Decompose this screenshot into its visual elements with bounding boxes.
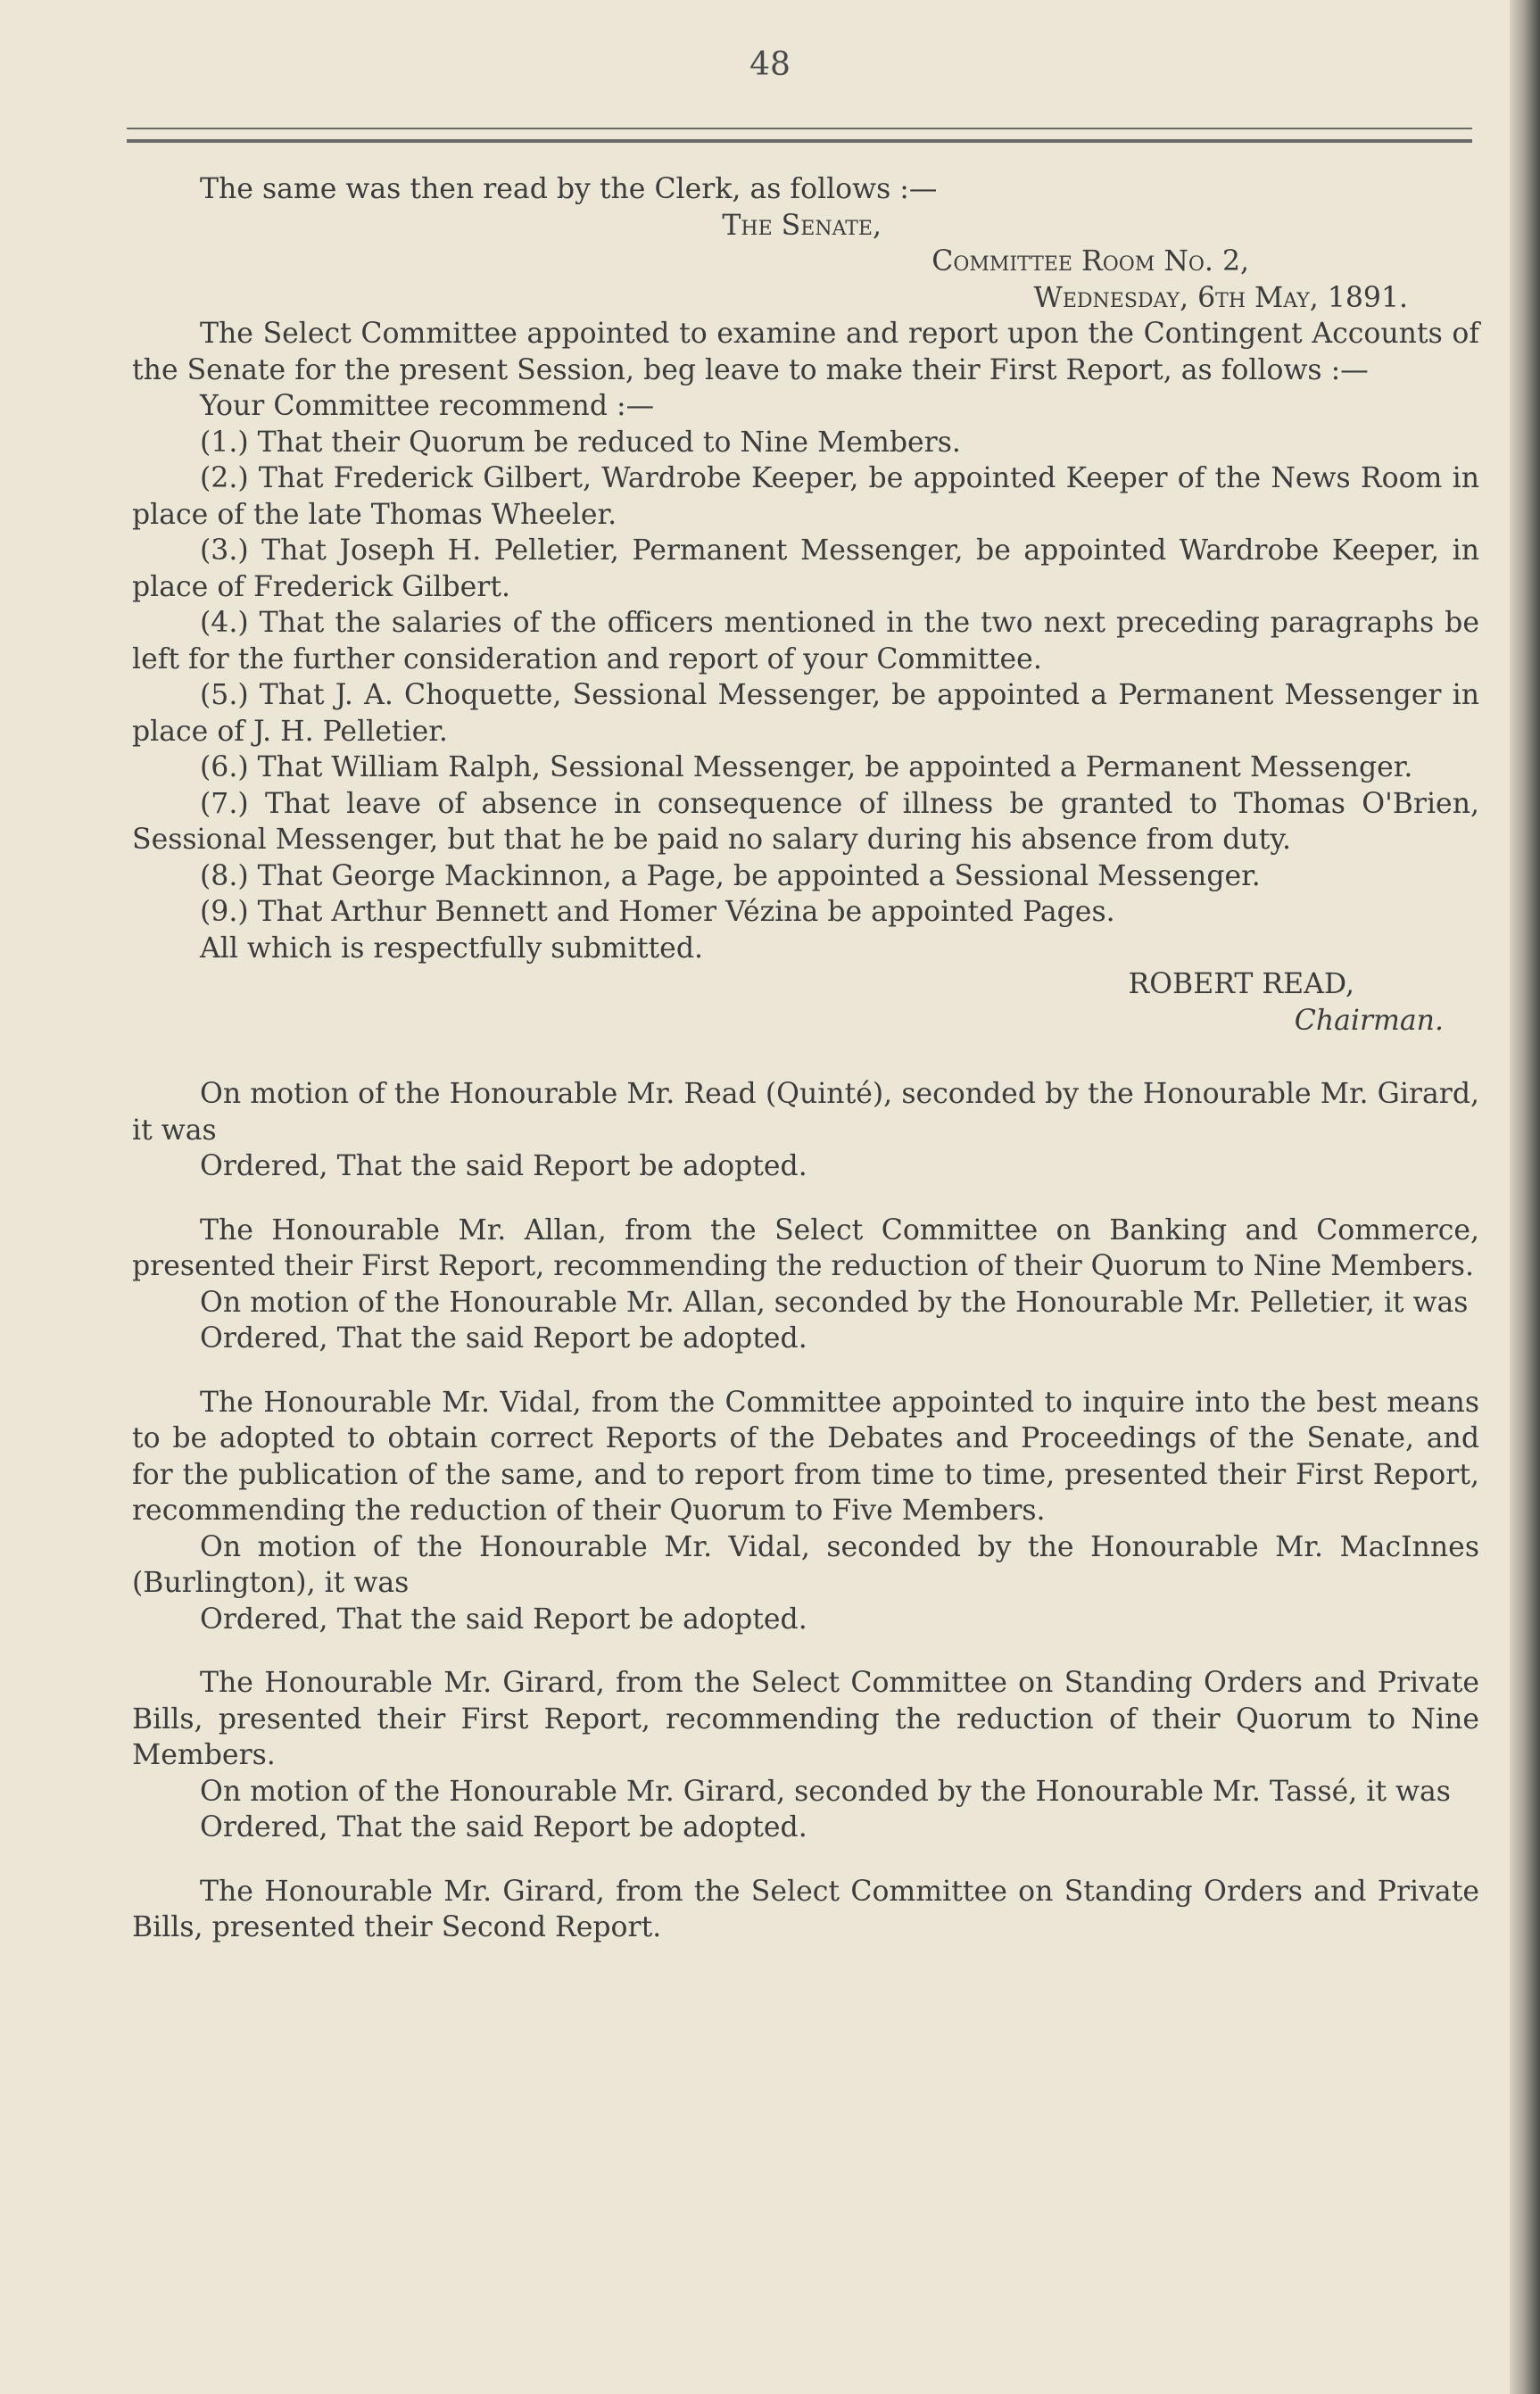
motion-paragraph: On motion of the Honourable Mr. Read (Quinté), seconded by the Honourable Mr. Girard, it was (132, 1078, 1479, 1147)
section-gap (132, 1185, 1479, 1213)
section-gap (132, 1846, 1479, 1874)
motion-paragraph: On motion of the Honourable Mr. Vidal, seconded by the Honourable Mr. MacInnes (Burlington), it was (132, 1530, 1479, 1599)
ordered-paragraph: Ordered, That the said Report be adopted. (200, 1811, 807, 1843)
motion-paragraph: On motion of the Honourable Mr. Allan, seconded by the Honourable Mr. Pelletier, it was (200, 1286, 1469, 1319)
report-paragraph: The Honourable Mr. Girard, from the Select Committee on Standing Orders and Private Bills, presented their Second Report. (132, 1875, 1479, 1943)
signature-title: Chairman. (1294, 1004, 1444, 1037)
recommendation-item: (3.) That Joseph H. Pelletier, Permanent Messenger, be appointed Wardrobe Keeper, in place of Frederick Gilbert. (132, 534, 1479, 603)
recommendation-item: (9.) That Arthur Bennett and Homer Vézina be appointed Pages. (200, 896, 1115, 928)
motion-paragraph: On motion of the Honourable Mr. Girard, seconded by the Honourable Mr. Tassé, it was (200, 1775, 1451, 1808)
report-paragraph: The Honourable Mr. Allan, from the Select Committee on Banking and Commerce, presented their First Report, recommending the reduction of their Quorum to Nine Members. (132, 1214, 1479, 1282)
heading-date (132, 280, 1479, 317)
header-rule-thick (127, 139, 1472, 143)
header-rule-thin (127, 128, 1472, 129)
recommendation-item: (8.) That George Mackinnon, a Page, be appointed a Sessional Messenger. (200, 859, 1261, 892)
ordered-paragraph: Ordered, That the said Report be adopted. (200, 1603, 807, 1636)
recommendation-item: (7.) That leave of absence in consequence of illness be granted to Thomas O'Brien, Sessional Messenger, but that he be paid no salary during his absence from duty. (132, 787, 1479, 856)
recommendation-item: (4.) That the salaries of the officers mentioned in the two next preceding paragraphs be left for the further consideration and report of your Committee. (132, 607, 1479, 675)
report-paragraph: The Honourable Mr. Vidal, from the Committee appointed to inquire into the best means to be adopted to obtain correct Reports of the Debates and Proceedings of the Senate, and for the publication of the same, and to report from time to time, presented their First Report, recommending the reduction of their Quorum to Five Members. (132, 1386, 1479, 1527)
ordered-paragraph: Ordered, That the said Report be adopted. (200, 1150, 807, 1182)
intro-line: The same was then read by the Clerk, as follows :— (200, 173, 938, 205)
signature-name: ROBERT READ, (1128, 968, 1354, 1000)
recommendation-item: (6.) That William Ralph, Sessional Messenger, be appointed a Permanent Messenger. (200, 751, 1413, 783)
page-body (132, 171, 1479, 1946)
page-number: 48 (749, 46, 791, 83)
report-paragraph: The Honourable Mr. Girard, from the Select Committee on Standing Orders and Private Bills, presented their First Report, recommending the reduction of their Quorum to Nine Members. (132, 1667, 1479, 1771)
recommendation-item: (2.) That Frederick Gilbert, Wardrobe Keeper, be appointed Keeper of the News Room in place of the late Thomas Wheeler. (132, 462, 1479, 531)
page-binding-edge (1510, 0, 1540, 2394)
heading-senate: The Senate, (722, 209, 882, 242)
recommendation-item: (5.) That J. A. Choquette, Sessional Messenger, be appointed a Permanent Messenger in place of J. H. Pelletier. (132, 679, 1479, 748)
report-intro: The Select Committee appointed to examine and report upon the Contingent Accounts of the Senate for the present Session, beg leave to make their First Report, as follows :— (132, 318, 1479, 386)
heading-date-text: Wednesday, 6th May, 1891. (1033, 281, 1408, 314)
recommend-line: Your Committee recommend :— (200, 390, 655, 422)
recommendation-item: (1.) That their Quorum be reduced to Nine Members. (200, 426, 961, 459)
section-gap (132, 1039, 1479, 1076)
heading-committee-room: Committee Room No. 2, (931, 245, 1249, 278)
section-gap (132, 1637, 1479, 1665)
submitted-line: All which is respectfully submitted. (200, 932, 704, 965)
ordered-paragraph: Ordered, That the said Report be adopted. (200, 1322, 807, 1354)
section-gap (132, 1357, 1479, 1385)
